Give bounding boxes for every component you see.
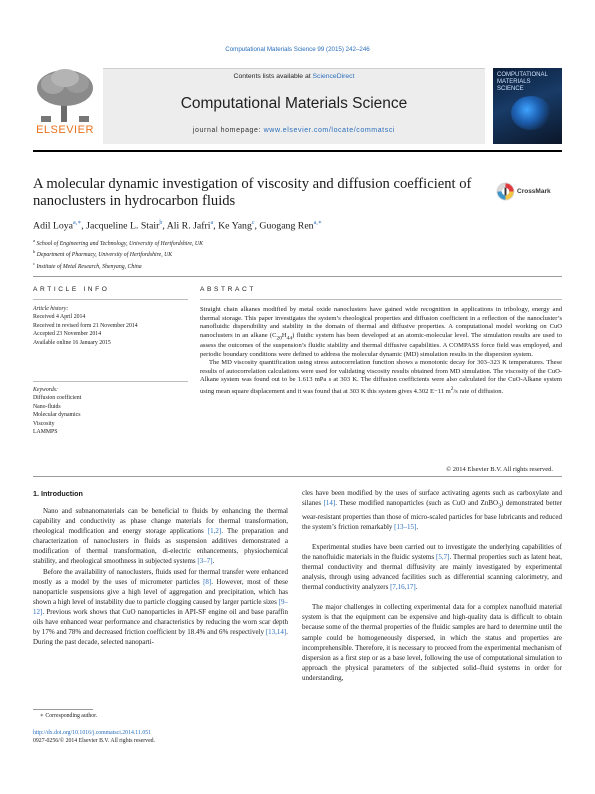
abstract-paragraph <box>200 359 562 396</box>
abstract-heading: ABSTRACT <box>200 286 256 293</box>
body-text: Experimental studies have been carried out to investigate the underlying capabilities of the nanofluidic materials in the fluidic systems <box>302 542 562 561</box>
author-affiliation-marker[interactable]: b <box>159 220 163 226</box>
abstract-text: Straight chain alkanes modified by metal oxide nanoclusters have gained wide recognition in applications in tribology, energy and thermal storage. This paper investigates the system’s rheological properties and diffusion coefficient in a reflection of the nanocluster’s nanofluidic dispersibility and stability in the domain of thermal and diffusive properties. A computational model working on CuO nanoclusters in an alkane (C <box>200 306 562 339</box>
body-text: . Previous work shows that CuO nanoparticles in API-SF engine oil and base paraffin oils have enhanced wear performance and characteristics by reducing the worn scar depth by 17% and 78% and decreased friction coefficient by 18.4% and 6% respectively <box>33 607 288 637</box>
homepage-prefix: journal homepage: <box>192 127 264 134</box>
body-column-right <box>302 488 562 683</box>
section-heading-introduction: 1. Introduction <box>33 489 83 498</box>
divider <box>200 299 562 300</box>
journal-title: Computational Materials Science <box>180 95 408 112</box>
history-line: Available online 16 January 2015 <box>33 339 111 346</box>
contents-line <box>103 73 485 80</box>
author-name: Jacqueline L. Stair <box>86 220 160 232</box>
journal-cover-image <box>493 68 562 144</box>
keyword-item: Molecular dynamics <box>33 412 81 419</box>
issn-line: 0927-0256/© 2014 Elsevier B.V. All rights reserved. <box>33 738 155 744</box>
keyword-item: Viscosity <box>33 420 55 427</box>
affiliation <box>33 237 562 248</box>
history-label: Article history: <box>33 306 69 312</box>
divider <box>33 299 188 300</box>
journal-banner <box>103 68 485 144</box>
footnote-divider <box>33 709 93 710</box>
keywords-label: Keywords: <box>33 387 58 393</box>
doi-link[interactable]: http://dx.doi.org/10.1016/j.commatsci.2014.11.051 <box>33 730 152 736</box>
body-paragraph <box>33 506 288 567</box>
journal-header <box>33 68 562 148</box>
body-paragraph <box>302 488 562 532</box>
formula-subscript: 3 <box>498 503 501 510</box>
abstract-body <box>200 306 562 396</box>
journal-homepage <box>103 127 485 134</box>
citation-link[interactable]: [1,2] <box>207 527 222 536</box>
publisher-wordmark: ELSEVIER <box>36 124 94 136</box>
body-text: . These modified nanoparticles (such as CuO and ZnBO <box>335 499 499 508</box>
corresponding-author-note: ∗ Corresponding author. <box>40 713 98 719</box>
crossmark-label: CrossMark <box>517 188 551 195</box>
affiliation-text: Department of Pharmacy, University of Hertfordshire, UK <box>35 252 173 259</box>
formula-subscript: 20 <box>276 334 282 341</box>
history-line: Accepted 23 November 2014 <box>33 331 102 338</box>
divider <box>33 276 562 277</box>
history-line: Received 4 April 2014 <box>33 314 86 321</box>
keyword-item: Diffusion coefficient <box>33 395 82 402</box>
history-line: Received in revised form 21 November 2014 <box>33 322 138 329</box>
affiliation-marker: a <box>33 238 35 243</box>
body-text: ) demonstrated better wear-resistant properties than those of micro-scaled particles for base lubricants and reduced the system’s friction remarkably <box>302 499 562 531</box>
author-list: Adil Loya$^{a,∗}$, Jacqueline L. Stair$^b$, Ali R. Jafri$^a$, Ke Yang$^c$, Guogang Ren$^{a,∗}$ <box>33 220 322 232</box>
body-text: The major challenges in collecting experimental data for a complex nanofluid material system is that the equipment can be expensive and high-quality data is difficult to obtain because some of the thermal properties of the fluidic samples are hard to determine until the sample could be homogeneously dispersed, in which the status and properties are incomprehensible. Therefore, it is necessary to proceed from the experimental mechanism of dispersion as a first step or as a base level, following the use of computational simulation to approach the physical parameters of the subjected solid–fluid systems in order for understanding, <box>302 603 562 682</box>
keywords <box>33 386 193 436</box>
sciencedirect-link[interactable]: ScienceDirect <box>312 73 355 80</box>
citation-link[interactable]: [8] <box>203 577 212 586</box>
citation-link[interactable]: [13,14] <box>265 628 287 637</box>
abstract-text: /s rate of diffusion. <box>453 387 504 395</box>
article-title: A molecular dynamic investigation of viscosity and diffusion coefficient of nanoclusters in hydrocarbon fluids <box>33 176 472 209</box>
author-name: Guogang Ren <box>259 220 314 232</box>
citation-link[interactable]: [5,7] <box>436 552 450 561</box>
copyright-notice: © 2014 Elsevier B.V. All rights reserved. <box>446 466 553 473</box>
author-affiliation-marker[interactable]: c <box>251 220 255 226</box>
body-text: . However, most of these nanoparticle suspensions give a high level of aggregation and precipitation, which has shown a high level of instability due to particle clogging caused by larger particle sizes <box>33 577 288 606</box>
body-paragraph <box>33 567 288 648</box>
citation-link[interactable]: [13–15] <box>394 522 417 531</box>
affiliation <box>33 248 562 259</box>
abstract-text: The MD viscosity quantification using stress autocorrelation function shows a monotonic decay for 303–323 K temperatures. These results of autocorrelation calculations were used for validating viscosity results obtained from MD simulation. The viscosity of the CuO-Alkane system was found out to be 1.613 mPa s at 303 K. The diffusion coefficients were also calculated for the CuO-Alkane system using mean square displacement and it was found that at 303 K this system gives 4.302 E−11 m <box>200 359 562 395</box>
body-text: . During the past decade, selected nanoparti- <box>33 628 288 647</box>
body-text: Nano and subnanomaterials can be beneficial to fluids by enhancing the thermal capability and conductivity as phase change materials for thermal transformation, rheological modification and energy storage applications <box>33 507 288 536</box>
article-info-heading: ARTICLE INFO <box>33 286 110 293</box>
article-doi-block <box>33 729 155 745</box>
affiliation-marker: b <box>33 249 36 255</box>
citation-link[interactable]: [3–7] <box>197 557 213 566</box>
author-affiliation-marker[interactable]: a,∗ <box>313 220 322 226</box>
body-text: . <box>415 583 418 592</box>
body-text: . The preparation and characterization of nanoclusters in fluids as suspension additives demonstrated a modification of thermal transformation, di-electric enhancements, physiochemical stability, and rheological smoothness in subjected systems <box>33 527 288 566</box>
citation-link[interactable]: [9–12] <box>33 597 288 616</box>
header-divider <box>33 150 562 152</box>
unit-superscript: 2 <box>450 385 454 392</box>
affiliation-list <box>33 237 562 271</box>
divider <box>33 381 188 382</box>
cover-title: COMPUTATIONAL MATERIALS SCIENCE <box>497 72 548 92</box>
author-name: Ke Yang <box>218 220 252 232</box>
article-history <box>33 305 193 347</box>
crossmark-badge[interactable] <box>496 182 566 206</box>
homepage-link[interactable]: www.elsevier.com/locate/commatsci <box>263 127 396 134</box>
body-paragraph <box>302 602 562 683</box>
body-column-left <box>33 506 288 647</box>
abstract-text: ) fluidic system has been developed at an atomic-molecular level. The simulation results are used to assess the outcomes of the suspension’s fluidic stability and thermal diffusive capabilities. A COMPASS force field was employed, and periodic boundary conditions were defined to address the molecular dynamic (MD) simulation results in the dispersion system. <box>200 331 562 358</box>
cover-graphic <box>511 96 551 130</box>
body-text: Before the availability of nanoclusters, fluids used for thermal transfer were enhanced mostly as a model by the uses of micrometer particles <box>33 567 288 586</box>
affiliation-marker: c <box>33 260 35 266</box>
keyword-item: Nano-fluids <box>33 403 61 410</box>
affiliation <box>33 260 562 271</box>
crossmark-icon <box>496 182 515 201</box>
author-affiliation-marker[interactable]: a,∗ <box>73 220 82 226</box>
author-name: Adil Loya <box>33 220 73 232</box>
keyword-item: LAMMPS <box>33 429 58 436</box>
contents-prefix: Contents lists available at <box>233 73 313 80</box>
body-text: . <box>212 557 215 566</box>
affiliation-text: School of Engineering and Technology, University of Hertfordshire, UK <box>35 240 203 247</box>
affiliation-text: Institute of Metal Research, Shenyang, China <box>35 263 142 270</box>
body-text: cles have been modified by the uses of surface activating agents such as carboxylate and silanes <box>302 489 562 508</box>
body-text: . Thermal properties such as latent heat, thermal conductivity and thermal diffusivity are mainly investigated by experimental analysis, through using advanced facilities such as differential scanning calorimetry, and thermal conductivity analyzers <box>302 552 562 592</box>
body-paragraph <box>302 542 562 592</box>
citation-link[interactable]: [14] <box>323 499 336 508</box>
divider <box>33 476 562 477</box>
author-name: Ali R. Jafri <box>166 220 211 232</box>
citation-link[interactable]: [7,16,17] <box>390 583 416 592</box>
formula-subscript: 44 <box>286 334 293 341</box>
abstract-paragraph <box>200 306 562 359</box>
abstract-text: H <box>281 331 287 339</box>
journal-reference[interactable]: Computational Materials Science 99 (2015) 242–246 <box>225 46 370 53</box>
author-affiliation-marker[interactable]: a <box>210 220 214 226</box>
body-text: . <box>416 522 419 531</box>
